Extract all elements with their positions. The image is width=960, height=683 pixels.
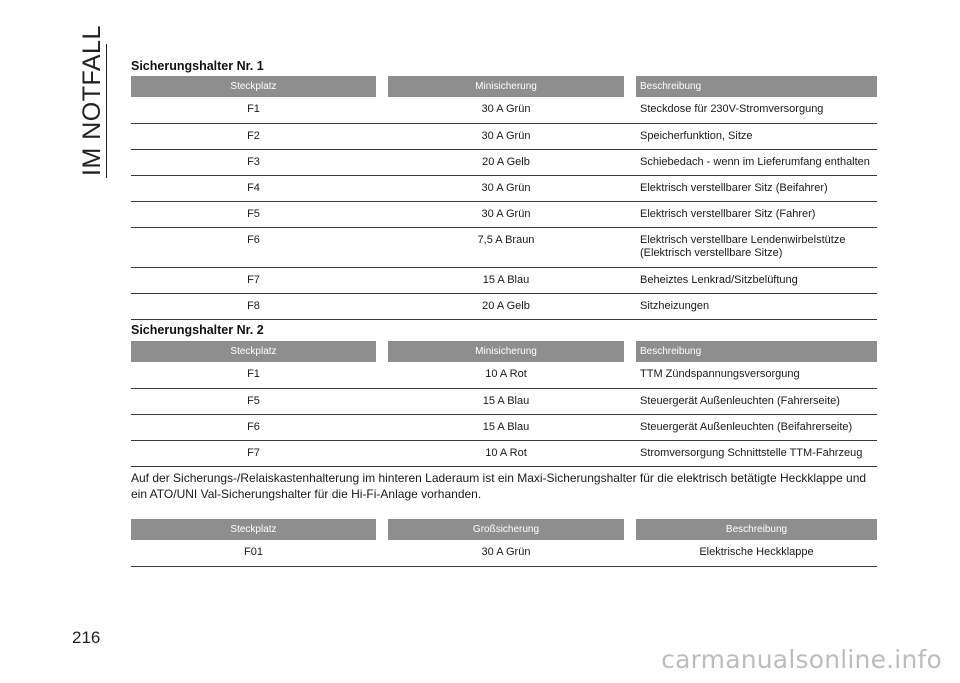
cell-fuse: 30 A Grün <box>388 201 624 227</box>
table-row <box>131 201 877 227</box>
cell-slot: F7 <box>131 267 376 293</box>
header-slot: Steckplatz <box>131 519 376 540</box>
cell-fuse: 30 A Grün <box>388 540 624 566</box>
cell-description <box>636 227 877 267</box>
fuse-table-3 <box>131 519 877 567</box>
table1-heading: Sicherungshalter Nr. 1 <box>131 59 264 73</box>
header-fuse: Großsicherung <box>388 519 624 540</box>
cell-slot: F3 <box>131 149 376 175</box>
cell-description: Elektrische Heckklappe <box>636 540 877 566</box>
table-header-row <box>131 76 877 97</box>
cell-fuse: 15 A Blau <box>388 388 624 414</box>
table-row <box>131 97 877 123</box>
header-fuse: Minisicherung <box>388 341 624 362</box>
header-gap <box>376 341 388 362</box>
cell-description: Elektrisch verstellbarer Sitz (Fahrer) <box>636 201 877 227</box>
table-header-row <box>131 519 877 540</box>
table-row <box>131 175 877 201</box>
cell-slot: F4 <box>131 175 376 201</box>
table-row <box>131 227 877 267</box>
table-row <box>131 293 877 319</box>
table-row <box>131 362 877 388</box>
table-row <box>131 267 877 293</box>
header-gap <box>624 341 636 362</box>
info-paragraph: Auf der Sicherungs-/Relaiskastenhalterung im hinteren Laderaum ist ein Maxi-Sicherungshalter für die elektrisch betätigte Heckklappe und ein ATO/UNI Val-Sicherungshalter für die Hi-Fi-Anlage vorhanden. <box>131 471 867 501</box>
cell-fuse: 20 A Gelb <box>388 293 624 319</box>
table-row <box>131 388 877 414</box>
header-gap <box>624 519 636 540</box>
cell-fuse: 30 A Grün <box>388 123 624 149</box>
cell-description: Steuergerät Außenleuchten (Fahrerseite) <box>636 388 877 414</box>
cell-fuse: 30 A Grün <box>388 97 624 123</box>
header-description: Beschreibung <box>636 519 877 540</box>
cell-slot: F2 <box>131 123 376 149</box>
header-slot: Steckplatz <box>131 76 376 97</box>
cell-slot: F6 <box>131 414 376 440</box>
table-row <box>131 440 877 466</box>
cell-slot: F5 <box>131 201 376 227</box>
cell-fuse: 10 A Rot <box>388 362 624 388</box>
cell-slot: F1 <box>131 97 376 123</box>
cell-description: TTM Zündspannungsversorgung <box>636 362 877 388</box>
table-row <box>131 149 877 175</box>
cell-fuse: 30 A Grün <box>388 175 624 201</box>
table-row <box>131 123 877 149</box>
cell-fuse: 15 A Blau <box>388 414 624 440</box>
header-description: Beschreibung <box>636 76 877 97</box>
cell-slot: F01 <box>131 540 376 566</box>
cell-description: Steuergerät Außenleuchten (Beifahrerseite) <box>636 414 877 440</box>
cell-description: Stromversorgung Schnittstelle TTM-Fahrzeug <box>636 440 877 466</box>
cell-description: Speicherfunktion, Sitze <box>636 123 877 149</box>
cell-description: Beheiztes Lenkrad/Sitzbelüftung <box>636 267 877 293</box>
table2-heading: Sicherungshalter Nr. 2 <box>131 323 264 337</box>
cell-slot: F1 <box>131 362 376 388</box>
cell-slot: F5 <box>131 388 376 414</box>
cell-slot: F6 <box>131 227 376 267</box>
watermark: carmanualsonline.info <box>661 645 942 674</box>
cell-description: Sitzheizungen <box>636 293 877 319</box>
cell-slot: F7 <box>131 440 376 466</box>
cell-description: Elektrisch verstellbarer Sitz (Beifahrer) <box>636 175 877 201</box>
header-fuse: Minisicherung <box>388 76 624 97</box>
header-gap <box>624 76 636 97</box>
cell-description-line2: (Elektrisch verstellbare Sitze) <box>640 246 783 259</box>
cell-description-line1: Elektrisch verstellbare Lendenwirbelstütze <box>640 233 846 246</box>
header-gap <box>376 76 388 97</box>
table-row <box>131 540 877 566</box>
table-header-row <box>131 341 877 362</box>
table-row <box>131 414 877 440</box>
fuse-table-2 <box>131 341 877 467</box>
header-slot: Steckplatz <box>131 341 376 362</box>
header-description: Beschreibung <box>636 341 877 362</box>
page-number: 216 <box>72 628 101 647</box>
cell-slot: F8 <box>131 293 376 319</box>
section-title: IM NOTFALL <box>78 25 106 176</box>
header-gap <box>376 519 388 540</box>
cell-description: Steckdose für 230V-Stromversorgung <box>636 97 877 123</box>
fuse-table-1 <box>131 76 877 320</box>
cell-description: Schiebedach - wenn im Lieferumfang enthalten <box>636 149 877 175</box>
cell-fuse: 15 A Blau <box>388 267 624 293</box>
cell-fuse: 7,5 A Braun <box>388 227 624 267</box>
section-title-rule <box>106 44 107 178</box>
cell-fuse: 20 A Gelb <box>388 149 624 175</box>
cell-fuse: 10 A Rot <box>388 440 624 466</box>
